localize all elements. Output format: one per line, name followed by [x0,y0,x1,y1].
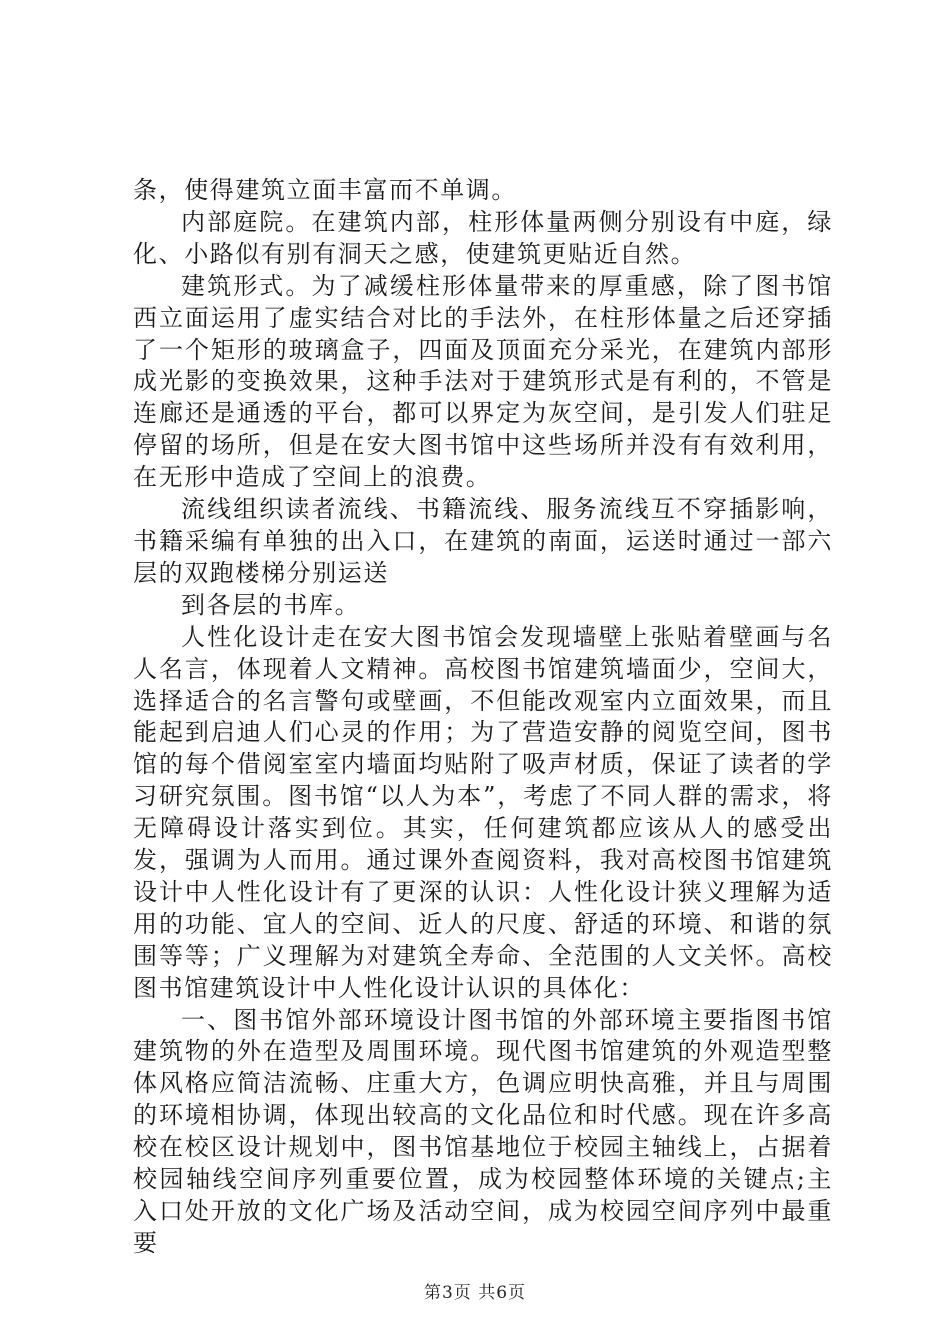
paragraph-humanized-design: 人性化设计走在安大图书馆会发现墙壁上张贴着壁画与名人名言，体现着人文精神。高校图书馆建筑墙面少，空间大，选择适合的名言警句或壁画，不但能改观室内立面效果，而且能起到启迪人们心灵的作用；为了营造安静的阅览空间，图书馆的每个借阅室室内墙面均贴附了吸声材质，保证了读者的学习研究氛围。图书馆“以人为本”，考虑了不同人群的需求，将无障碍设计落实到位。其实，任何建筑都应该从人的感受出发，强调为人而用。通过课外查阅资料，我对高校图书馆建筑设计中人性化设计有了更深的认识：人性化设计狭义理解为适用的功能、宜人的空间、近人的尺度、舒适的环境、和谐的氛围等等；广义理解为对建筑全寿命、全范围的人文关怀。高校图书馆建筑设计中人性化设计认识的具体化： [133,622,833,1002]
paragraph-circulation: 流线组织读者流线、书籍流线、服务流线互不穿插影响，书籍采编有单独的出入口，在建筑的南面，运送时通过一部六层的双跑楼梯分别运送 [133,495,833,587]
paragraph-inner-courtyard: 内部庭院。在建筑内部，柱形体量两侧分别设有中庭，绿化、小路似有别有洞天之感，使建筑更贴近自然。 [133,207,833,268]
paragraph-building-form: 建筑形式。为了减缓柱形体量带来的厚重感，除了图书馆西立面运用了虚实结合对比的手法外，在柱形体量之后还穿插了一个矩形的玻璃盒子，四面及顶面充分采光，在建筑内部形成光影的变换效果，这种手法对于建筑形式是有利的，不管是连廊还是通透的平台，都可以界定为灰空间，是引发人们驻足停留的场所，但是在安大图书馆中这些场所并没有有效利用，在无形中造成了空间上的浪费。 [133,271,833,492]
document-body [133,175,833,1260]
page-footer: 第3页 共6页 [423,1283,527,1303]
paragraph-continuation: 条，使得建筑立面丰富而不单调。 [133,176,517,204]
paragraph-circulation-end: 到各层的书库。 [181,590,361,619]
paragraph-exterior-environment: 一、图书馆外部环境设计图书馆的外部环境主要指图书馆建筑物的外在造型及周围环境。现代图书馆建筑的外观造型整体风格应简洁流畅、庄重大方，色调应明快高雅，并且与周围的环境相协调，体现出较高的文化品位和时代感。现在许多高校在校区设计规划中，图书馆基地位于校园主轴线上，占据着校园轴线空间序列重要位置，成为校园整体环境的关键点;主入口处开放的文化广场及活动空间，成为校园空间序列中最重要 [133,1005,833,1257]
